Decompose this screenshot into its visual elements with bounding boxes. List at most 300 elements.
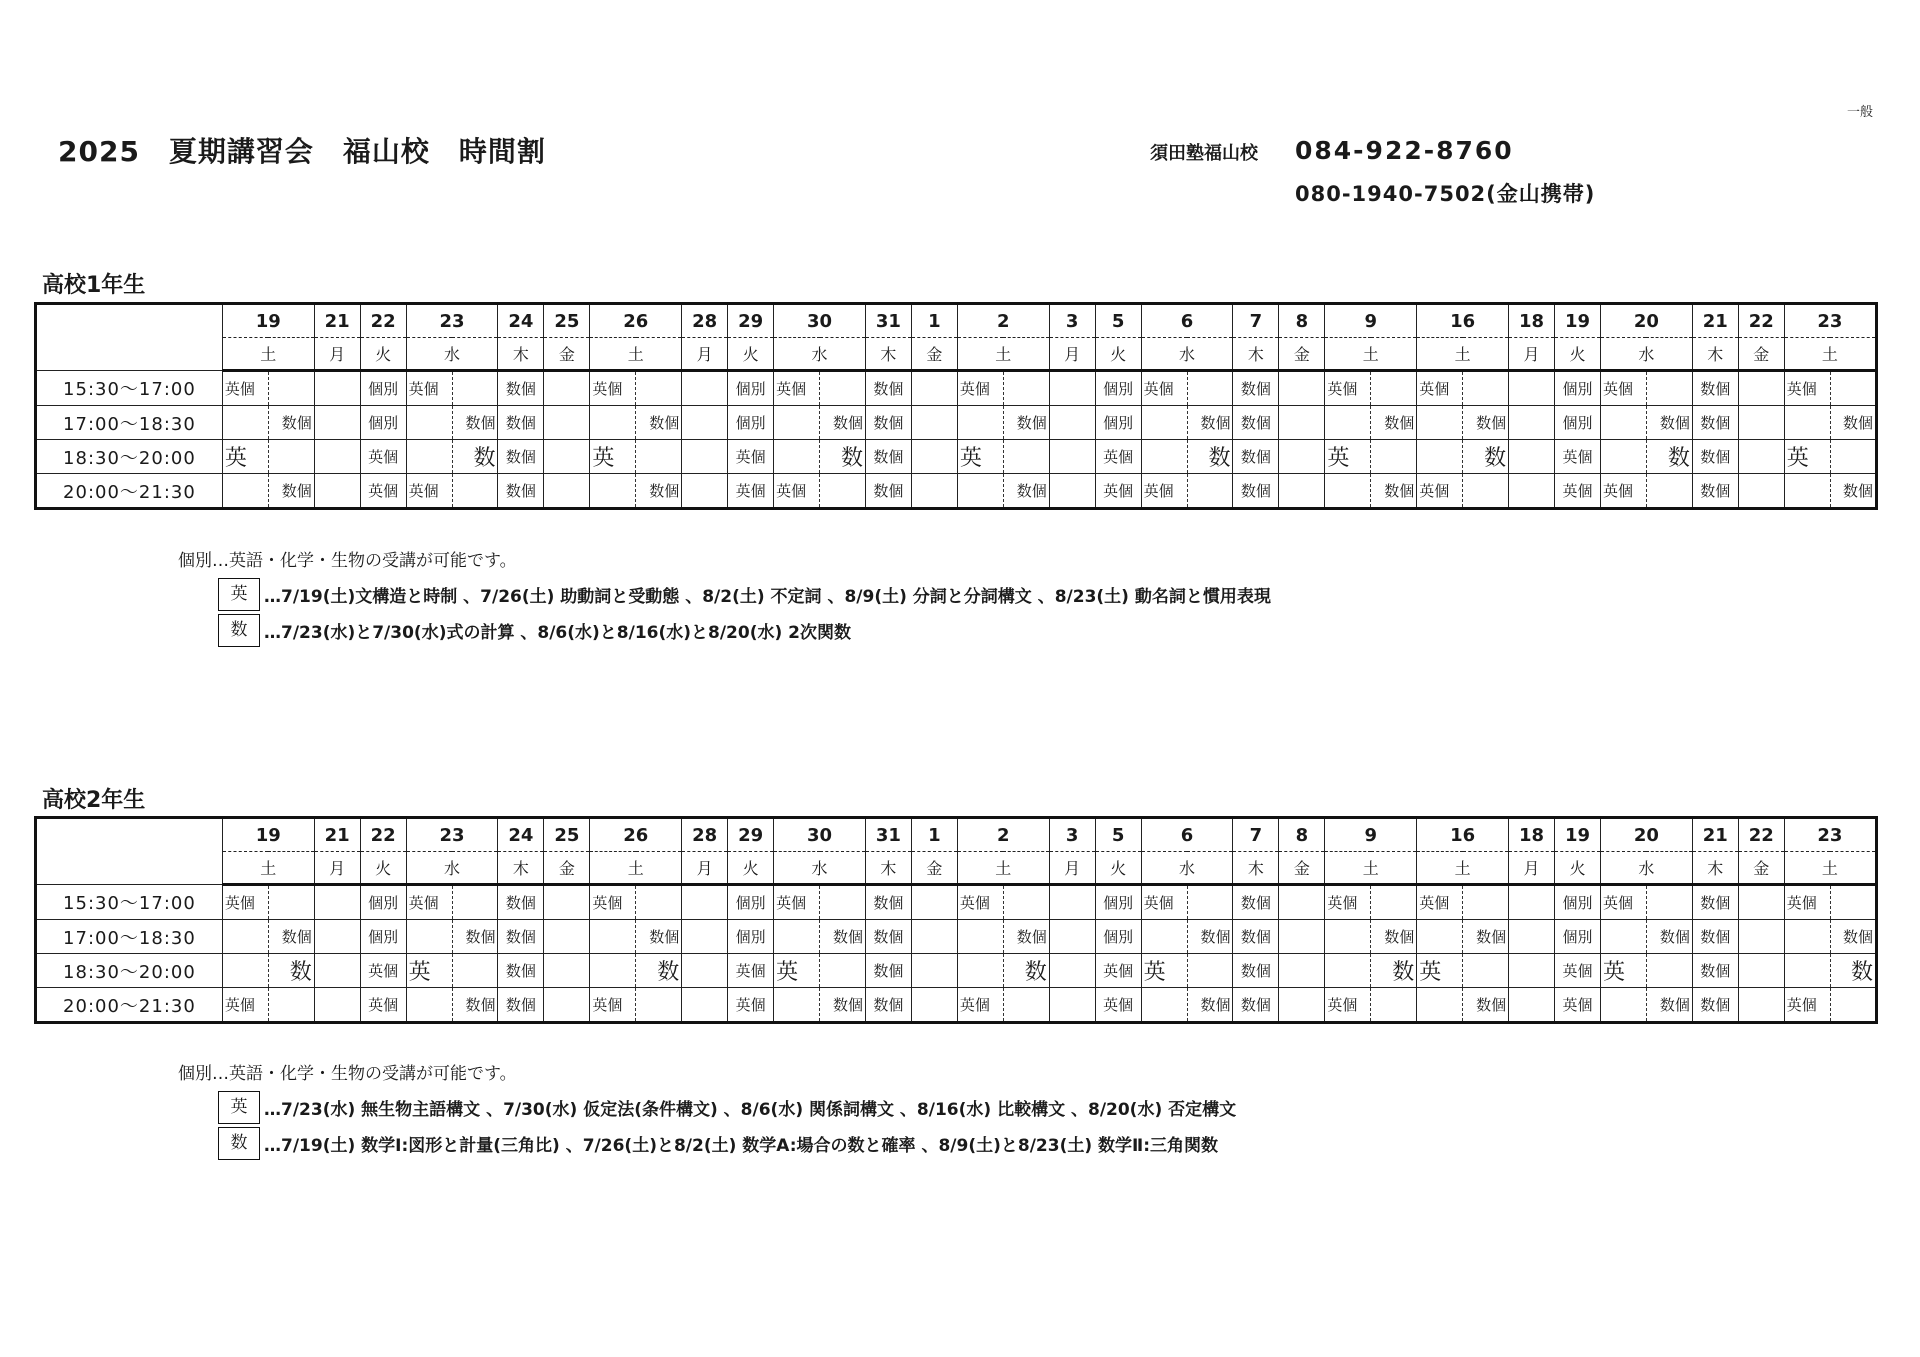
class-cell — [1279, 440, 1325, 474]
class-cell: 数個 — [268, 474, 314, 509]
class-cell — [911, 920, 957, 954]
weekday-header: 金 — [911, 338, 957, 371]
weekday-header: 水 — [1141, 338, 1233, 371]
class-cell — [1187, 474, 1233, 509]
class-cell — [1371, 885, 1417, 920]
date-header: 6 — [1141, 818, 1233, 852]
class-cell: 個別 — [360, 406, 406, 440]
class-cell: 英個 — [1555, 440, 1601, 474]
class-cell — [957, 920, 1003, 954]
note-row — [218, 612, 1271, 648]
class-cell — [1187, 885, 1233, 920]
class-cell — [682, 988, 728, 1023]
class-cell: 数個 — [865, 920, 911, 954]
class-cell: 英個 — [406, 371, 452, 406]
class-cell — [1049, 954, 1095, 988]
class-cell — [268, 988, 314, 1023]
class-cell: 数個 — [1233, 474, 1279, 509]
table-corner — [36, 304, 223, 371]
class-cell: 数個 — [1692, 920, 1738, 954]
class-cell: 個別 — [728, 920, 774, 954]
class-cell: 英 — [1325, 440, 1371, 474]
class-cell — [774, 406, 820, 440]
date-header: 29 — [728, 818, 774, 852]
class-cell — [1003, 988, 1049, 1023]
class-cell — [1463, 885, 1509, 920]
class-cell — [452, 474, 498, 509]
class-cell — [1784, 954, 1830, 988]
class-cell: 数個 — [268, 920, 314, 954]
weekday-header: 金 — [1279, 852, 1325, 885]
date-header: 1 — [911, 818, 957, 852]
class-cell — [1003, 440, 1049, 474]
class-cell: 数個 — [498, 474, 544, 509]
class-cell — [1049, 371, 1095, 406]
class-cell — [314, 474, 360, 509]
date-row — [36, 304, 1877, 338]
time-slot-row — [36, 440, 1877, 474]
weekday-header: 金 — [911, 852, 957, 885]
weekday-header: 木 — [498, 852, 544, 885]
class-cell — [1049, 920, 1095, 954]
class-cell — [1646, 885, 1692, 920]
class-cell: 数個 — [452, 406, 498, 440]
date-header: 2 — [957, 304, 1049, 338]
class-cell — [1049, 440, 1095, 474]
class-cell: 英個 — [406, 474, 452, 509]
class-cell: 英個 — [1417, 474, 1463, 509]
class-cell — [1417, 920, 1463, 954]
time-slot-label: 20:00〜21:30 — [36, 988, 223, 1023]
class-cell: 個別 — [1555, 371, 1601, 406]
subject-box: 数 — [218, 1127, 260, 1160]
class-cell: 数 — [268, 954, 314, 988]
class-cell: 英個 — [360, 988, 406, 1023]
weekday-header: 月 — [1509, 338, 1555, 371]
class-cell: 個別 — [360, 371, 406, 406]
class-cell — [222, 474, 268, 509]
weekday-header: 水 — [406, 338, 498, 371]
class-cell: 英個 — [1325, 885, 1371, 920]
class-cell — [1646, 474, 1692, 509]
class-cell — [1830, 988, 1876, 1023]
class-cell: 数個 — [1646, 920, 1692, 954]
weekday-header: 月 — [682, 338, 728, 371]
class-cell — [682, 920, 728, 954]
weekday-header: 水 — [774, 338, 866, 371]
class-cell — [1738, 954, 1784, 988]
class-cell: 英個 — [728, 474, 774, 509]
weekday-header: 火 — [360, 852, 406, 885]
class-cell: 英個 — [1417, 371, 1463, 406]
weekday-header: 月 — [314, 338, 360, 371]
class-cell: 数個 — [865, 440, 911, 474]
class-cell: 数個 — [1371, 406, 1417, 440]
class-cell — [544, 474, 590, 509]
class-cell — [1738, 988, 1784, 1023]
class-cell: 数 — [1463, 440, 1509, 474]
class-cell — [222, 954, 268, 988]
class-cell — [1509, 885, 1555, 920]
class-cell — [406, 988, 452, 1023]
weekday-header: 火 — [728, 338, 774, 371]
class-cell: 数個 — [865, 371, 911, 406]
notes-block — [178, 1053, 1236, 1161]
class-cell: 英個 — [406, 885, 452, 920]
class-cell: 英 — [774, 954, 820, 988]
class-cell: 英個 — [728, 954, 774, 988]
class-cell — [1325, 954, 1371, 988]
class-cell — [1279, 988, 1325, 1023]
class-cell — [544, 988, 590, 1023]
class-cell: 数個 — [1371, 474, 1417, 509]
class-cell: 数個 — [1463, 988, 1509, 1023]
time-slot-label: 20:00〜21:30 — [36, 474, 223, 509]
class-cell: 数個 — [498, 440, 544, 474]
class-cell: 数個 — [1646, 988, 1692, 1023]
class-cell: 数個 — [636, 474, 682, 509]
class-cell — [544, 920, 590, 954]
class-cell — [1738, 406, 1784, 440]
class-cell — [636, 988, 682, 1023]
date-header: 19 — [222, 304, 314, 338]
weekday-header: 金 — [544, 852, 590, 885]
class-cell — [1463, 474, 1509, 509]
class-cell — [268, 885, 314, 920]
class-cell: 英個 — [957, 371, 1003, 406]
contact-info — [1150, 136, 1595, 220]
class-cell: 数 — [1646, 440, 1692, 474]
class-cell: 数個 — [1463, 920, 1509, 954]
class-cell — [544, 885, 590, 920]
phone-number-main[interactable]: 084-922-8760 — [1295, 136, 1514, 165]
class-cell — [1279, 920, 1325, 954]
class-cell: 英個 — [1784, 371, 1830, 406]
class-cell — [911, 406, 957, 440]
class-cell — [774, 988, 820, 1023]
class-cell: 英個 — [1325, 371, 1371, 406]
time-slot-row — [36, 954, 1877, 988]
time-slot-row — [36, 988, 1877, 1023]
class-cell: 英個 — [1095, 440, 1141, 474]
date-header: 9 — [1325, 304, 1417, 338]
class-cell — [1509, 406, 1555, 440]
class-cell: 数 — [1003, 954, 1049, 988]
date-header: 6 — [1141, 304, 1233, 338]
date-header: 24 — [498, 818, 544, 852]
class-cell — [636, 440, 682, 474]
class-cell: 英個 — [1095, 474, 1141, 509]
weekday-header: 火 — [1555, 338, 1601, 371]
class-cell — [544, 371, 590, 406]
weekday-header: 火 — [360, 338, 406, 371]
date-header: 20 — [1600, 304, 1692, 338]
weekday-header: 土 — [222, 338, 314, 371]
class-cell — [1049, 474, 1095, 509]
category-label: 一般 — [1847, 105, 1874, 120]
class-cell — [1187, 954, 1233, 988]
class-cell — [406, 440, 452, 474]
weekday-header: 火 — [1095, 852, 1141, 885]
class-cell: 英個 — [1600, 885, 1646, 920]
timetable — [34, 302, 1878, 510]
class-cell: 英 — [1784, 440, 1830, 474]
class-cell: 数個 — [498, 371, 544, 406]
class-cell — [1738, 371, 1784, 406]
class-cell: 数個 — [1830, 920, 1876, 954]
date-header: 3 — [1049, 818, 1095, 852]
class-cell: 英個 — [1555, 954, 1601, 988]
class-cell: 数個 — [498, 988, 544, 1023]
class-cell — [1509, 954, 1555, 988]
class-cell — [1141, 406, 1187, 440]
class-cell: 英個 — [728, 440, 774, 474]
class-cell — [1646, 371, 1692, 406]
date-header: 30 — [774, 304, 866, 338]
class-cell: 英個 — [222, 988, 268, 1023]
weekday-header: 木 — [865, 852, 911, 885]
class-cell — [590, 954, 636, 988]
section-title: 高校2年生 — [42, 788, 146, 813]
class-cell — [314, 954, 360, 988]
class-cell — [820, 474, 866, 509]
class-cell — [1003, 371, 1049, 406]
class-cell: 数個 — [1371, 920, 1417, 954]
class-cell — [544, 954, 590, 988]
class-cell — [1279, 371, 1325, 406]
weekday-header: 土 — [1325, 852, 1417, 885]
school-name: 須田塾福山校 — [1150, 143, 1258, 164]
note-row — [218, 1125, 1236, 1161]
class-cell: 数個 — [1233, 440, 1279, 474]
class-cell — [1738, 920, 1784, 954]
class-cell: 英個 — [222, 371, 268, 406]
weekday-header: 月 — [1049, 852, 1095, 885]
class-cell — [1509, 440, 1555, 474]
weekday-header: 木 — [1233, 338, 1279, 371]
class-cell — [314, 371, 360, 406]
class-cell — [268, 371, 314, 406]
date-header: 25 — [544, 304, 590, 338]
class-cell — [1646, 954, 1692, 988]
class-cell: 英個 — [222, 885, 268, 920]
class-cell: 数個 — [1830, 474, 1876, 509]
weekday-header: 土 — [222, 852, 314, 885]
time-slot-label: 17:00〜18:30 — [36, 406, 223, 440]
class-cell: 英個 — [957, 885, 1003, 920]
class-cell: 数個 — [1692, 440, 1738, 474]
weekday-header: 土 — [1784, 852, 1876, 885]
class-cell — [1141, 920, 1187, 954]
date-header: 21 — [1692, 304, 1738, 338]
date-header: 8 — [1279, 818, 1325, 852]
class-cell: 英個 — [1141, 371, 1187, 406]
class-cell: 個別 — [1095, 371, 1141, 406]
class-cell — [820, 371, 866, 406]
class-cell: 英 — [406, 954, 452, 988]
weekday-header: 木 — [1692, 338, 1738, 371]
class-cell: 数個 — [1463, 406, 1509, 440]
class-cell: 数個 — [268, 406, 314, 440]
table-corner — [36, 818, 223, 885]
date-header: 1 — [911, 304, 957, 338]
class-cell: 英個 — [1417, 885, 1463, 920]
class-cell: 数個 — [865, 954, 911, 988]
class-cell — [1509, 920, 1555, 954]
weekday-header: 金 — [544, 338, 590, 371]
class-cell — [911, 371, 957, 406]
date-header: 22 — [1738, 304, 1784, 338]
class-cell — [774, 440, 820, 474]
class-cell: 数個 — [452, 988, 498, 1023]
date-header: 28 — [682, 304, 728, 338]
class-cell: 数個 — [498, 406, 544, 440]
date-header: 31 — [865, 304, 911, 338]
weekday-header: 水 — [406, 852, 498, 885]
class-cell: 英個 — [728, 988, 774, 1023]
class-cell — [820, 885, 866, 920]
class-cell: 数個 — [1692, 885, 1738, 920]
class-cell — [1279, 885, 1325, 920]
class-cell — [314, 988, 360, 1023]
date-header: 9 — [1325, 818, 1417, 852]
class-cell: 数個 — [1187, 920, 1233, 954]
class-cell — [1371, 440, 1417, 474]
date-header: 22 — [1738, 818, 1784, 852]
notes-block — [178, 540, 1271, 648]
weekday-row — [36, 338, 1877, 371]
class-cell — [1417, 988, 1463, 1023]
date-header: 23 — [1784, 304, 1876, 338]
class-cell — [1003, 885, 1049, 920]
class-cell: 数個 — [1233, 954, 1279, 988]
class-cell: 数個 — [865, 988, 911, 1023]
date-header: 5 — [1095, 818, 1141, 852]
class-cell: 数個 — [1233, 920, 1279, 954]
time-slot-row — [36, 474, 1877, 509]
class-cell: 数個 — [1003, 920, 1049, 954]
note-text: …7/23(水)と7/30(水)式の計算 、8/6(水)と8/16(水)と8/20(水) 2次関数 — [264, 622, 852, 643]
weekday-header: 金 — [1279, 338, 1325, 371]
class-cell — [1417, 440, 1463, 474]
class-cell: 数個 — [1233, 885, 1279, 920]
class-cell — [911, 954, 957, 988]
phone-number-mobile[interactable]: 080-1940-7502(金山携帯) — [1295, 182, 1596, 206]
class-cell — [590, 406, 636, 440]
class-cell — [636, 371, 682, 406]
class-cell: 個別 — [1555, 406, 1601, 440]
class-cell: 数 — [452, 440, 498, 474]
note-header: 個別…英語・化学・生物の受講が可能です。 — [178, 550, 517, 571]
class-cell: 数個 — [865, 885, 911, 920]
date-header: 16 — [1417, 304, 1509, 338]
class-cell: 英個 — [774, 371, 820, 406]
class-cell: 個別 — [728, 406, 774, 440]
class-cell — [1279, 474, 1325, 509]
class-cell — [1600, 406, 1646, 440]
page-title: 2025 夏期講習会 福山校 時間割 — [58, 135, 546, 168]
class-cell — [957, 474, 1003, 509]
class-cell: 数 — [1371, 954, 1417, 988]
note-text: …7/19(土)文構造と時制 、7/26(土) 助動詞と受動態 、8/2(土) 不定詞 、8/9(土) 分詞と分詞構文 、8/23(土) 動名詞と慣用表現 — [264, 586, 1271, 607]
class-cell: 英個 — [957, 988, 1003, 1023]
date-header: 28 — [682, 818, 728, 852]
class-cell — [682, 406, 728, 440]
weekday-header: 土 — [590, 338, 682, 371]
date-header: 26 — [590, 818, 682, 852]
class-cell: 数個 — [1233, 406, 1279, 440]
class-cell — [1279, 406, 1325, 440]
class-cell — [1600, 920, 1646, 954]
time-slot-label: 17:00〜18:30 — [36, 920, 223, 954]
class-cell — [314, 440, 360, 474]
class-cell — [774, 920, 820, 954]
weekday-header: 火 — [1555, 852, 1601, 885]
class-cell: 数個 — [1692, 406, 1738, 440]
class-cell: 数個 — [1692, 988, 1738, 1023]
class-cell: 個別 — [360, 885, 406, 920]
class-cell: 数個 — [498, 920, 544, 954]
class-cell: 数個 — [820, 920, 866, 954]
class-cell — [268, 440, 314, 474]
class-cell — [636, 885, 682, 920]
class-cell: 英 — [1600, 954, 1646, 988]
date-header: 21 — [314, 818, 360, 852]
date-header: 24 — [498, 304, 544, 338]
class-cell — [544, 440, 590, 474]
class-cell — [1509, 988, 1555, 1023]
weekday-header: 水 — [1600, 852, 1692, 885]
time-slot-row — [36, 885, 1877, 920]
class-cell: 個別 — [1095, 920, 1141, 954]
class-cell — [911, 885, 957, 920]
date-header: 25 — [544, 818, 590, 852]
class-cell: 英 — [1417, 954, 1463, 988]
weekday-header: 土 — [957, 852, 1049, 885]
class-cell: 個別 — [360, 920, 406, 954]
date-header: 23 — [406, 304, 498, 338]
weekday-header: 木 — [1233, 852, 1279, 885]
note-row — [218, 1089, 1236, 1125]
time-slot-label: 18:30〜20:00 — [36, 440, 223, 474]
class-cell: 英個 — [1141, 885, 1187, 920]
class-cell: 数個 — [1830, 406, 1876, 440]
class-cell — [957, 954, 1003, 988]
date-header: 8 — [1279, 304, 1325, 338]
time-slot-row — [36, 920, 1877, 954]
class-cell: 英個 — [1095, 954, 1141, 988]
date-header: 3 — [1049, 304, 1095, 338]
class-cell: 数個 — [1003, 406, 1049, 440]
class-cell — [957, 406, 1003, 440]
date-header: 5 — [1095, 304, 1141, 338]
date-row — [36, 818, 1877, 852]
class-cell — [1784, 920, 1830, 954]
class-cell — [1600, 440, 1646, 474]
class-cell: 数個 — [498, 885, 544, 920]
class-cell — [1371, 988, 1417, 1023]
class-cell: 数個 — [1692, 371, 1738, 406]
class-cell: 英個 — [1600, 371, 1646, 406]
class-cell — [682, 474, 728, 509]
weekday-header: 土 — [1417, 852, 1509, 885]
class-cell: 数個 — [1187, 406, 1233, 440]
section-title: 高校1年生 — [42, 273, 146, 298]
weekday-header: 金 — [1738, 852, 1784, 885]
class-cell: 個別 — [1555, 885, 1601, 920]
class-cell — [452, 954, 498, 988]
class-cell — [406, 406, 452, 440]
